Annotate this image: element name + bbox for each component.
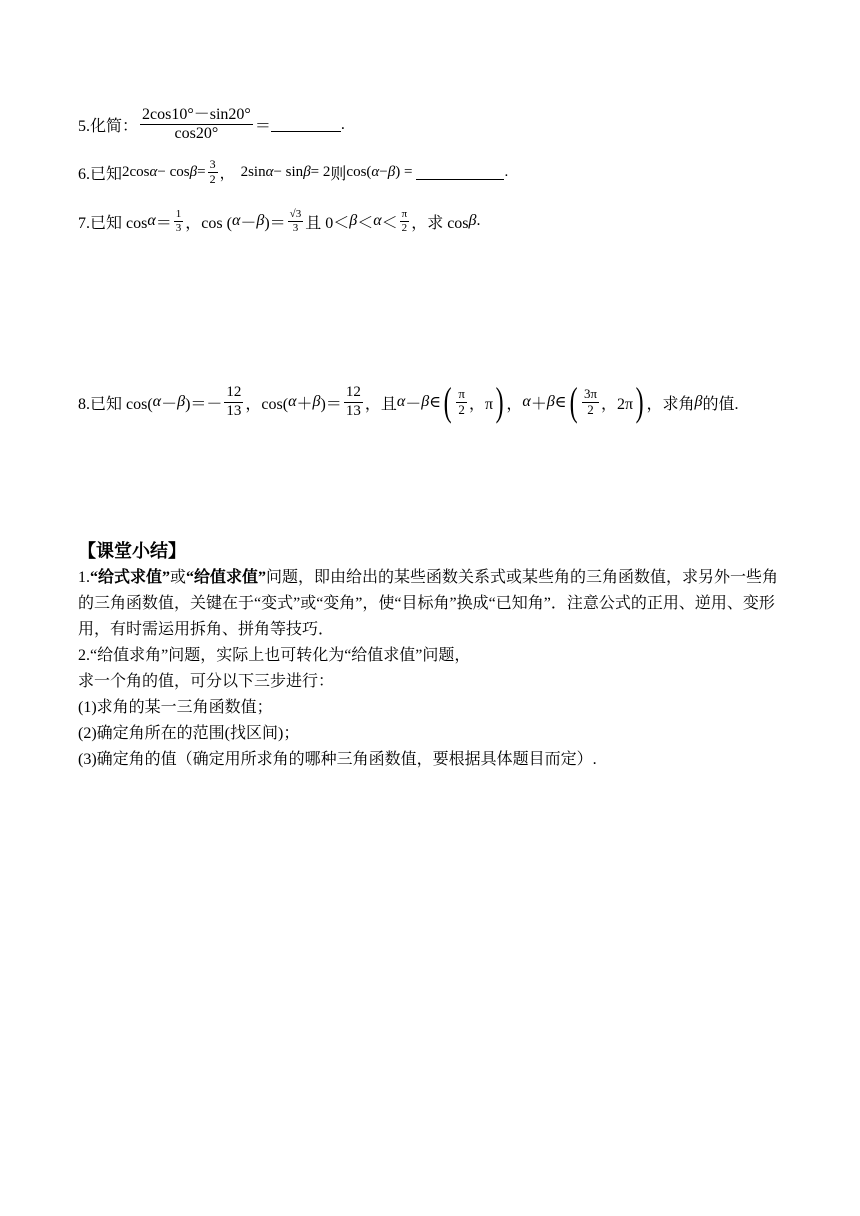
problem-8-beta-3: β	[421, 393, 430, 410]
problem-8-and: ，且	[364, 395, 397, 413]
problem-5-answer-blank[interactable]	[271, 117, 341, 132]
summary-p1-bold-2: “给值求值”	[186, 569, 267, 586]
problem-7-alpha: α	[147, 212, 156, 230]
problem-6-answer-blank[interactable]	[416, 165, 504, 180]
problem-6-minus2: −	[379, 163, 388, 180]
problem-7-minus: －	[240, 214, 257, 232]
interval-2-open-paren: (	[569, 379, 578, 424]
problem-5-fraction	[140, 106, 253, 144]
problem-8-fraction-1	[224, 384, 243, 420]
problem-8-beta-5: β	[694, 393, 703, 410]
problem-6-expr2-a: 2sin	[240, 163, 266, 180]
problem-6-label: 6.已知	[78, 165, 123, 183]
problem-6-eq1: =	[197, 163, 206, 180]
problem-7-ask: ，求 cos	[411, 214, 469, 232]
interval-1-den: 2	[458, 401, 465, 417]
problem-8-f1-den: 13	[226, 402, 242, 419]
problem-7-fraction-1	[174, 208, 184, 234]
problem-8-cos2: ，cos(	[245, 395, 289, 413]
problem-6-expr1-a: 2cos	[122, 163, 150, 180]
problem-7-f2-den: 3	[292, 221, 299, 234]
problem-6-cos-open: cos(	[346, 163, 372, 180]
interval-1-close-paren: )	[495, 379, 504, 424]
problem-7-pi: π	[401, 208, 408, 220]
problem-8-in-2: ∈	[554, 394, 567, 411]
problem-6-fraction	[208, 158, 218, 187]
problem-6-expr2-c: = 2	[310, 163, 331, 180]
problem-7-two: 2	[401, 221, 408, 234]
problem-7-alpha-3: α	[373, 212, 382, 230]
problem-5-end: .	[340, 115, 345, 133]
summary-step-1: (1)求角的某一三角函数值；	[78, 699, 273, 716]
problem-7-beta-2: β	[349, 212, 358, 230]
interval-1-pi: ，π	[468, 395, 494, 413]
summary-heading: 【课堂小结】	[78, 541, 186, 562]
interval-2-two-pi: ，2π	[601, 395, 634, 413]
problem-7-beta: β	[256, 212, 265, 230]
interval-1-num: π	[458, 385, 465, 401]
problem-8-ask: ，求角	[646, 395, 695, 413]
problem-8-interval-2	[567, 379, 647, 424]
problem-8-f2-num: 12	[344, 384, 363, 402]
problem-8-alpha-3: α	[396, 393, 406, 410]
problem-8-close-eq: )＝	[320, 395, 342, 413]
summary-paragraph-2: 2.“给值求角”问题，实际上也可转化为“给值求值”问题，	[78, 647, 471, 664]
summary-p1-bold-1: “给式求值”	[90, 569, 171, 586]
interval-2-close-paren: )	[635, 379, 644, 424]
interval-2-den: 2	[587, 401, 594, 417]
problem-8-beta-4: β	[546, 393, 555, 410]
problem-8-interval-1	[441, 379, 506, 424]
problem-7-f1-den: 3	[175, 221, 182, 234]
interval-1-open-paren: (	[443, 379, 452, 424]
problem-7-cos2: ，cos (	[185, 214, 232, 232]
problem-8-f2-den: 13	[345, 402, 361, 419]
problem-6-beta: β	[189, 163, 198, 180]
problem-6-comma: ，	[219, 165, 235, 182]
summary-paragraph-1	[78, 565, 786, 643]
problem-5-equals: ＝	[254, 118, 271, 136]
problem-8-plus-2: ＋	[530, 395, 547, 413]
problem-5-denominator: cos20°	[174, 125, 219, 143]
problem-6-minus-cos: − cos	[157, 163, 190, 180]
problem-6-close-eq: ) =	[395, 163, 413, 180]
problem-8-close-eq-neg: )＝－	[185, 395, 223, 413]
problem-6-then: 则	[330, 165, 347, 183]
problem-8-ask-end: 的值.	[702, 395, 739, 413]
problem-7-end: .	[476, 212, 481, 230]
problem-8-label: 8.已知 cos(	[78, 395, 153, 413]
problem-8	[78, 379, 739, 424]
problem-8-alpha-2: α	[288, 393, 297, 410]
summary-p1-rest: 问题，即由给出的某些函数关系式或某些角的三角函数值，求另外一些角的三角函数值，关键在于“变式”或“变角”，使“目标角”换成“已知角”．注意公式的正用、逆用、变形用，有时需运用拆角、拼角等技巧．	[78, 569, 779, 638]
problem-6-alpha: α	[149, 163, 158, 180]
interval-2-num: 3π	[583, 385, 598, 401]
problem-6	[78, 158, 508, 187]
problem-8-beta: β	[177, 393, 186, 410]
problem-7	[78, 208, 481, 234]
problem-6-frac-num: 3	[209, 157, 216, 171]
problem-7-close-eq: )＝	[264, 214, 286, 232]
problem-6-alpha-3: α	[371, 163, 380, 180]
problem-7-eq: ＝	[155, 214, 172, 232]
problem-8-fraction-2	[344, 384, 363, 420]
problem-7-sqrt3: √3	[289, 208, 302, 220]
problem-7-lt: ＜	[357, 214, 374, 232]
problem-7-alpha-2: α	[231, 212, 241, 230]
problem-8-alpha-4: α	[522, 393, 531, 410]
problem-8-alpha: α	[152, 393, 162, 410]
problem-6-alpha-2: α	[265, 163, 274, 180]
problem-8-comma2: ，	[506, 395, 523, 413]
summary-step-2: (2)确定角所在的范围(找区间)；	[78, 725, 300, 742]
problem-8-f1-num: 12	[224, 384, 243, 402]
problem-7-f1-num: 1	[175, 208, 182, 220]
problem-8-beta-2: β	[312, 393, 321, 410]
problem-6-beta-2: β	[303, 163, 311, 180]
problem-7-and: 且 0＜	[305, 214, 350, 232]
problem-7-beta-3: β	[468, 212, 477, 230]
problem-7-fraction-3	[400, 208, 410, 234]
problem-5-label: 5.化简：	[78, 118, 139, 136]
problem-8-plus: ＋	[296, 395, 313, 413]
problem-8-minus: －	[161, 395, 178, 413]
problem-6-beta-3: β	[387, 163, 396, 180]
problem-7-fraction-2	[288, 208, 304, 234]
problem-7-lt2: ＜	[381, 214, 398, 232]
problem-7-label: 7.已知 cos	[78, 214, 148, 232]
problem-5	[78, 106, 345, 144]
summary-step-3: (3)确定角的值（确定用所求角的哪种三角函数值，要根据具体题目而定）.	[78, 751, 597, 768]
problem-6-frac-den: 2	[209, 171, 216, 186]
summary-p1-prefix: 1.	[78, 569, 90, 586]
interval-1-pi-over-2	[456, 387, 467, 418]
problem-5-numerator: 2cos10°－sin20°	[140, 106, 253, 125]
problem-8-minus-2: －	[405, 395, 422, 413]
summary-p1-or: 或	[170, 569, 187, 586]
summary-paragraph-3: 求一个角的值，可分以下三步进行：	[78, 673, 335, 690]
problem-6-expr2-b: − sin	[273, 163, 304, 180]
problem-6-end: .	[504, 163, 509, 180]
interval-2-three-pi-over-2	[582, 387, 599, 418]
problem-8-in: ∈	[429, 394, 442, 411]
